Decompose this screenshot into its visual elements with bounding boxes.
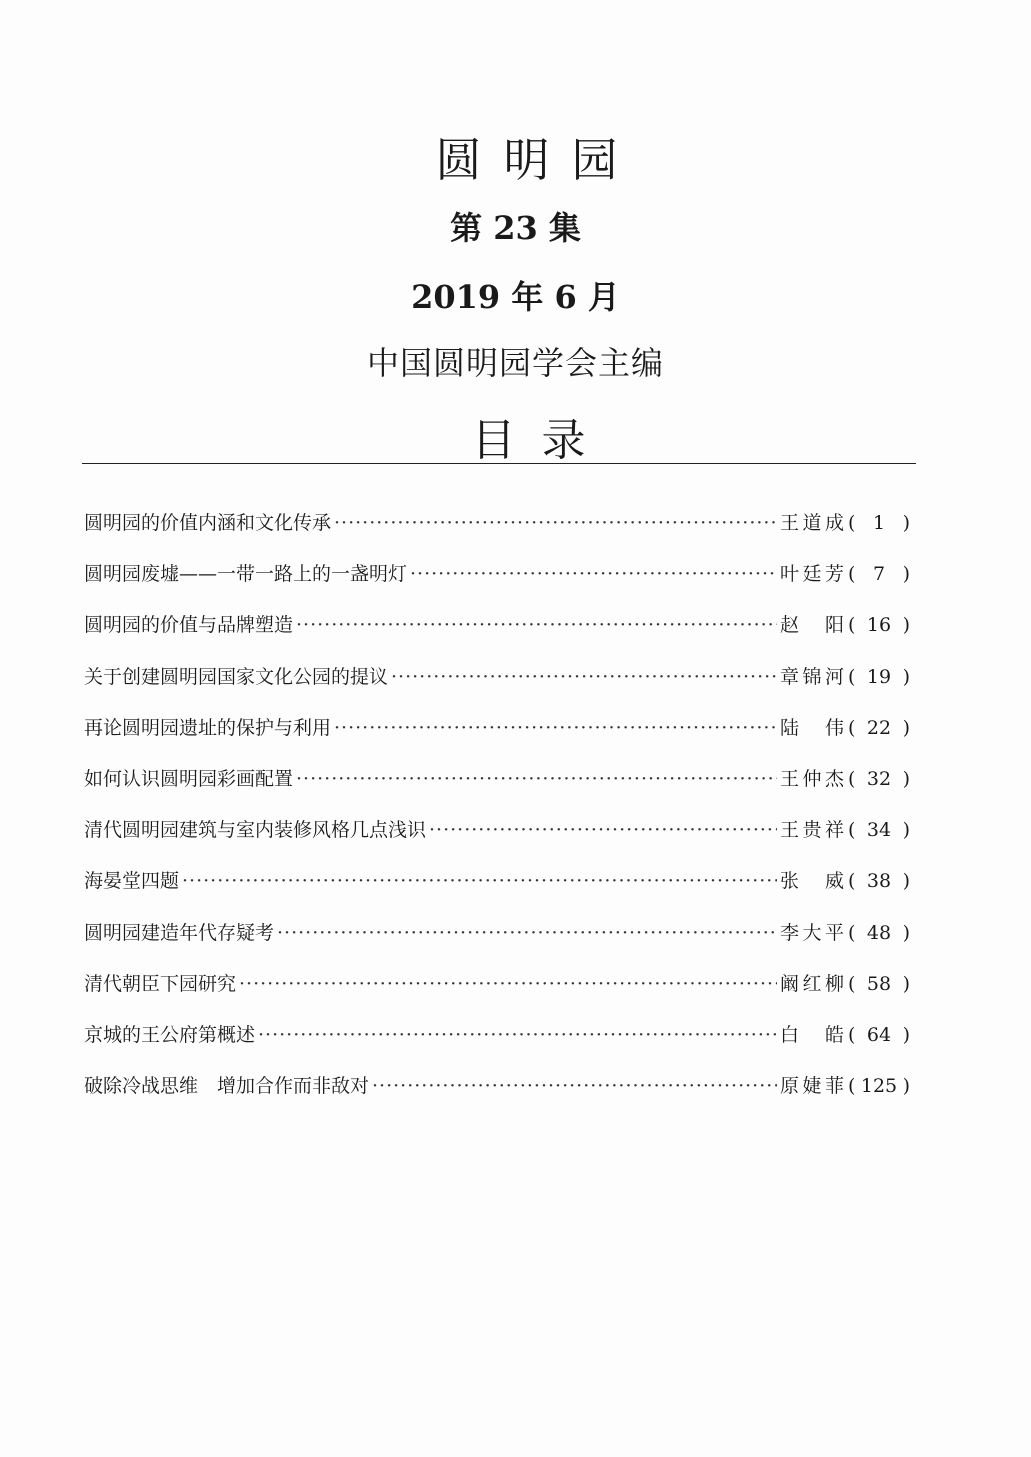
toc-dot-leader	[258, 1017, 777, 1053]
toc-entry-page: ( 19 )	[844, 659, 910, 695]
toc-entry	[84, 505, 910, 556]
toc-heading: 目录	[471, 415, 612, 466]
issue-date: 2019 年 6 月	[411, 278, 620, 316]
toc-page-number: 58	[866, 972, 892, 995]
toc-entry	[84, 556, 910, 607]
toc-dot-leader	[429, 812, 777, 848]
toc-dot-leader	[372, 1068, 777, 1104]
toc-dot-leader	[239, 966, 777, 1002]
toc-dot-leader	[296, 607, 777, 643]
editor-line: 中国圆明园学会主编	[366, 344, 664, 382]
toc-dot-leader	[182, 863, 777, 899]
toc-entry-author: 白 皓	[780, 1023, 844, 1046]
toc-page-number: 19	[866, 665, 892, 688]
toc-entry-page: ( 34 )	[844, 812, 910, 848]
toc-entry	[84, 915, 910, 966]
toc-page-number: 48	[866, 921, 892, 944]
toc-entry-title: 圆明园的价值内涵和文化传承	[84, 512, 332, 534]
toc-entry-title: 圆明园的价值与品牌塑造	[84, 614, 294, 637]
toc-entry	[84, 1068, 910, 1119]
toc-entry-title: 清代朝臣下园研究	[84, 972, 237, 995]
heading-divider	[82, 463, 916, 464]
toc-dot-leader	[296, 761, 777, 797]
toc-entry-author: 王道成	[780, 512, 844, 534]
toc-entry-author: 叶廷芳	[780, 563, 844, 586]
toc-entry-title: 清代圆明园建筑与室内装修风格几点浅识	[84, 819, 427, 842]
toc-dot-leader	[334, 505, 777, 541]
toc-entry-title: 圆明园建造年代存疑考	[84, 921, 275, 944]
toc-entry	[84, 966, 910, 1017]
toc-entry-page: ( 48 )	[844, 915, 910, 951]
toc-entry-author: 阚红柳	[780, 972, 844, 995]
toc-entry-title: 海晏堂四题	[84, 870, 180, 893]
table-of-contents	[84, 505, 910, 1119]
toc-entry-page: ( 1 )	[844, 505, 910, 541]
toc-entry-title: 再论圆明园遗址的保护与利用	[84, 716, 332, 739]
volume-number: 第 23 集	[450, 209, 581, 247]
toc-entry-page: ( 125 )	[844, 1068, 910, 1104]
toc-entry-page: ( 32 )	[844, 761, 910, 797]
toc-entry-author: 王仲杰	[780, 767, 844, 790]
toc-entry-author: 李大平	[780, 921, 844, 944]
toc-entry	[84, 659, 910, 710]
toc-page-number: 22	[866, 716, 892, 739]
toc-page-number: 125	[860, 1075, 898, 1098]
toc-entry-author: 原婕菲	[780, 1075, 844, 1098]
toc-dot-leader	[391, 659, 777, 695]
toc-page-number: 16	[866, 614, 892, 637]
toc-entry	[84, 812, 910, 863]
toc-entry-title: 京城的王公府第概述	[84, 1023, 256, 1046]
toc-entry-page: ( 38 )	[844, 863, 910, 899]
toc-entry-author: 章锦河	[780, 665, 844, 688]
toc-entry	[84, 607, 910, 658]
toc-entry-author: 张 威	[780, 870, 844, 893]
journal-title: 圆明园	[435, 133, 640, 187]
toc-entry-page: ( 22 )	[844, 710, 910, 746]
toc-entry	[84, 1017, 910, 1068]
toc-dot-leader	[277, 915, 777, 951]
toc-entry-title: 圆明园废墟——一带一路上的一盏明灯	[84, 563, 408, 586]
toc-entry-title: 关于创建圆明园国家文化公园的提议	[84, 665, 389, 688]
toc-page-number: 38	[866, 870, 892, 893]
toc-entry	[84, 863, 910, 914]
toc-entry-title: 如何认识圆明园彩画配置	[84, 767, 294, 790]
toc-entry	[84, 761, 910, 812]
toc-page-number: 34	[866, 819, 892, 842]
toc-page-number: 1	[872, 512, 886, 534]
toc-entry-author: 陆 伟	[780, 716, 844, 739]
toc-entry-author: 赵 阳	[780, 614, 844, 637]
toc-dot-leader	[334, 710, 777, 746]
toc-entry-page: ( 16 )	[844, 607, 910, 643]
toc-entry-author: 王贵祥	[780, 819, 844, 842]
toc-entry	[84, 710, 910, 761]
toc-entry-title: 破除冷战思维 增加合作而非敌对	[84, 1075, 370, 1098]
toc-dot-leader	[410, 556, 777, 592]
toc-page-number: 64	[866, 1023, 892, 1046]
toc-page-number: 7	[872, 563, 886, 586]
toc-entry-page: ( 58 )	[844, 966, 910, 1002]
toc-entry-page: ( 64 )	[844, 1017, 910, 1053]
toc-entry-page: ( 7 )	[844, 556, 910, 592]
toc-page-number: 32	[866, 767, 892, 790]
